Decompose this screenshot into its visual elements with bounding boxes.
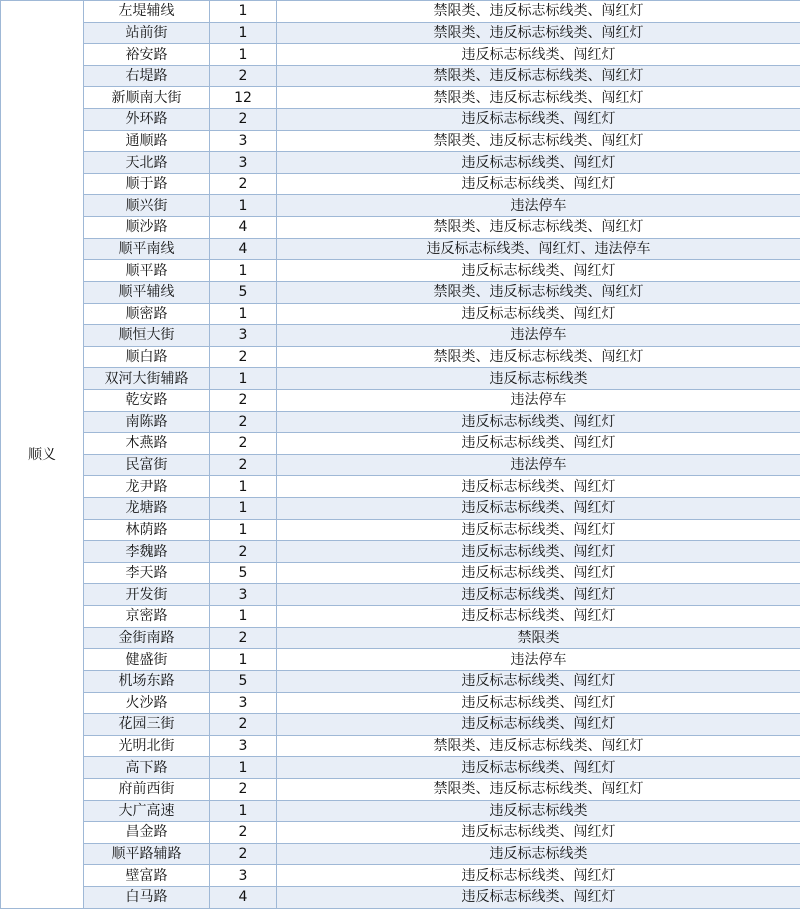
violation-type-cell: 违反标志标线类	[277, 843, 800, 865]
table-row	[1, 476, 800, 498]
road-name-cell: 通顺路	[84, 130, 210, 152]
table-row	[1, 195, 800, 217]
count-cell: 4	[210, 238, 277, 260]
violation-type-cell: 违反标志标线类、闯红灯	[277, 670, 800, 692]
count-cell: 1	[210, 649, 277, 671]
table-row	[1, 627, 800, 649]
road-name-cell: 金街南路	[84, 627, 210, 649]
road-name-cell: 龙尹路	[84, 476, 210, 498]
count-cell: 1	[210, 22, 277, 44]
road-name-cell: 李魏路	[84, 541, 210, 563]
violation-type-cell: 违反标志标线类、闯红灯	[277, 109, 800, 131]
count-cell: 2	[210, 346, 277, 368]
road-name-cell: 花园三街	[84, 714, 210, 736]
table-row	[1, 44, 800, 66]
table-row	[1, 152, 800, 174]
table-row	[1, 865, 800, 887]
table-row	[1, 692, 800, 714]
count-cell: 12	[210, 87, 277, 109]
count-cell: 3	[210, 130, 277, 152]
violation-type-cell: 禁限类、违反标志标线类、闯红灯	[277, 87, 800, 109]
count-cell: 4	[210, 886, 277, 908]
road-name-cell: 龙塘路	[84, 498, 210, 520]
count-cell: 1	[210, 260, 277, 282]
violation-type-cell: 违反标志标线类、闯红灯	[277, 433, 800, 455]
table-row	[1, 325, 800, 347]
count-cell: 3	[210, 735, 277, 757]
road-name-cell: 李天路	[84, 562, 210, 584]
road-name-cell: 光明北街	[84, 735, 210, 757]
road-name-cell: 高下路	[84, 757, 210, 779]
road-name-cell: 裕安路	[84, 44, 210, 66]
road-name-cell: 顺兴街	[84, 195, 210, 217]
count-cell: 2	[210, 778, 277, 800]
violation-type-cell: 违反标志标线类、闯红灯	[277, 757, 800, 779]
table-row	[1, 606, 800, 628]
table-row	[1, 757, 800, 779]
road-name-cell: 白马路	[84, 886, 210, 908]
road-name-cell: 站前街	[84, 22, 210, 44]
count-cell: 2	[210, 714, 277, 736]
road-name-cell: 大广高速	[84, 800, 210, 822]
violation-type-cell: 违反标志标线类、闯红灯	[277, 476, 800, 498]
count-cell: 3	[210, 584, 277, 606]
count-cell: 2	[210, 433, 277, 455]
count-cell: 5	[210, 562, 277, 584]
violation-type-cell: 违反标志标线类、闯红灯	[277, 562, 800, 584]
road-name-cell: 府前西街	[84, 778, 210, 800]
table-row	[1, 714, 800, 736]
road-name-cell: 机场东路	[84, 670, 210, 692]
violation-type-cell: 违反标志标线类、闯红灯	[277, 886, 800, 908]
count-cell: 1	[210, 368, 277, 390]
table-row	[1, 238, 800, 260]
road-name-cell: 乾安路	[84, 389, 210, 411]
count-cell: 2	[210, 541, 277, 563]
violation-type-cell: 违反标志标线类、闯红灯	[277, 260, 800, 282]
road-name-cell: 健盛街	[84, 649, 210, 671]
road-name-cell: 双河大街辅路	[84, 368, 210, 390]
violation-type-cell: 违反标志标线类	[277, 368, 800, 390]
count-cell: 1	[210, 476, 277, 498]
table-row	[1, 87, 800, 109]
count-cell: 2	[210, 822, 277, 844]
count-cell: 1	[210, 1, 277, 23]
road-name-cell: 顺平路辅路	[84, 843, 210, 865]
count-cell: 2	[210, 389, 277, 411]
table-row	[1, 281, 800, 303]
count-cell: 4	[210, 217, 277, 239]
violation-type-cell: 禁限类、违反标志标线类、闯红灯	[277, 22, 800, 44]
count-cell: 1	[210, 519, 277, 541]
violation-type-cell: 违反标志标线类	[277, 800, 800, 822]
road-name-cell: 顺沙路	[84, 217, 210, 239]
table-row	[1, 800, 800, 822]
violation-type-cell: 禁限类、违反标志标线类、闯红灯	[277, 1, 800, 23]
violation-type-cell: 禁限类、违反标志标线类、闯红灯	[277, 735, 800, 757]
violation-type-cell: 禁限类、违反标志标线类、闯红灯	[277, 130, 800, 152]
count-cell: 2	[210, 173, 277, 195]
table-row	[1, 584, 800, 606]
table-row	[1, 649, 800, 671]
violation-type-cell: 违反标志标线类、闯红灯	[277, 822, 800, 844]
violation-type-cell: 违反标志标线类、闯红灯	[277, 152, 800, 174]
table-row	[1, 735, 800, 757]
table-row	[1, 519, 800, 541]
table-row	[1, 822, 800, 844]
violation-type-cell: 违反标志标线类、闯红灯	[277, 541, 800, 563]
table-row	[1, 498, 800, 520]
road-name-cell: 顺于路	[84, 173, 210, 195]
table-row	[1, 389, 800, 411]
table-row	[1, 778, 800, 800]
violation-type-cell: 禁限类、违反标志标线类、闯红灯	[277, 217, 800, 239]
violation-type-cell: 违反标志标线类、闯红灯	[277, 714, 800, 736]
count-cell: 1	[210, 44, 277, 66]
road-name-cell: 南陈路	[84, 411, 210, 433]
violation-type-cell: 违反标志标线类、闯红灯	[277, 44, 800, 66]
violation-type-cell: 违反标志标线类、闯红灯	[277, 173, 800, 195]
violation-type-cell: 禁限类	[277, 627, 800, 649]
road-name-cell: 林荫路	[84, 519, 210, 541]
violation-type-cell: 违反标志标线类、闯红灯	[277, 692, 800, 714]
count-cell: 5	[210, 281, 277, 303]
table-row	[1, 217, 800, 239]
table-row	[1, 109, 800, 131]
count-cell: 1	[210, 498, 277, 520]
road-name-cell: 顺恒大街	[84, 325, 210, 347]
table-row	[1, 173, 800, 195]
table-row	[1, 843, 800, 865]
road-name-cell: 天北路	[84, 152, 210, 174]
violation-type-cell: 违反标志标线类、闯红灯	[277, 303, 800, 325]
road-name-cell: 顺白路	[84, 346, 210, 368]
table-body	[1, 1, 800, 909]
road-name-cell: 顺平辅线	[84, 281, 210, 303]
count-cell: 5	[210, 670, 277, 692]
table-row	[1, 433, 800, 455]
road-name-cell: 左堤辅线	[84, 1, 210, 23]
table-row	[1, 130, 800, 152]
violation-type-cell: 违法停车	[277, 649, 800, 671]
road-name-cell: 民富街	[84, 454, 210, 476]
road-name-cell: 顺密路	[84, 303, 210, 325]
violation-type-cell: 禁限类、违反标志标线类、闯红灯	[277, 346, 800, 368]
table-row	[1, 454, 800, 476]
count-cell: 1	[210, 195, 277, 217]
violation-type-cell: 违反标志标线类、闯红灯	[277, 498, 800, 520]
violation-type-cell: 违反标志标线类、闯红灯	[277, 865, 800, 887]
table-row	[1, 562, 800, 584]
violation-type-cell: 违法停车	[277, 195, 800, 217]
road-name-cell: 外环路	[84, 109, 210, 131]
count-cell: 3	[210, 692, 277, 714]
district-cell: 顺义	[1, 1, 84, 909]
violation-type-cell: 禁限类、违反标志标线类、闯红灯	[277, 281, 800, 303]
violation-type-cell: 违反标志标线类、闯红灯	[277, 584, 800, 606]
road-name-cell: 右堤路	[84, 65, 210, 87]
road-name-cell: 开发街	[84, 584, 210, 606]
violation-type-cell: 违反标志标线类、闯红灯	[277, 606, 800, 628]
violation-type-cell: 违反标志标线类、闯红灯	[277, 411, 800, 433]
table-row	[1, 411, 800, 433]
violation-type-cell: 违法停车	[277, 454, 800, 476]
count-cell: 1	[210, 303, 277, 325]
table-row	[1, 303, 800, 325]
table-row	[1, 368, 800, 390]
road-name-cell: 京密路	[84, 606, 210, 628]
road-name-cell: 顺平路	[84, 260, 210, 282]
table-row	[1, 65, 800, 87]
count-cell: 2	[210, 411, 277, 433]
table-row	[1, 346, 800, 368]
table-row	[1, 670, 800, 692]
road-name-cell: 木燕路	[84, 433, 210, 455]
table-row	[1, 886, 800, 908]
road-name-cell: 昌金路	[84, 822, 210, 844]
violation-type-cell: 违法停车	[277, 325, 800, 347]
table-row	[1, 22, 800, 44]
count-cell: 2	[210, 454, 277, 476]
road-name-cell: 火沙路	[84, 692, 210, 714]
table-row	[1, 541, 800, 563]
violation-type-cell: 违反标志标线类、闯红灯、违法停车	[277, 238, 800, 260]
count-cell: 1	[210, 757, 277, 779]
count-cell: 1	[210, 800, 277, 822]
violation-type-cell: 违反标志标线类、闯红灯	[277, 519, 800, 541]
count-cell: 3	[210, 325, 277, 347]
road-name-cell: 新顺南大街	[84, 87, 210, 109]
table-row	[1, 260, 800, 282]
violation-type-cell: 禁限类、违反标志标线类、闯红灯	[277, 778, 800, 800]
count-cell: 3	[210, 152, 277, 174]
road-name-cell: 壁富路	[84, 865, 210, 887]
count-cell: 2	[210, 627, 277, 649]
count-cell: 3	[210, 865, 277, 887]
violation-type-cell: 禁限类、违反标志标线类、闯红灯	[277, 65, 800, 87]
violation-type-cell: 违法停车	[277, 389, 800, 411]
count-cell: 2	[210, 109, 277, 131]
count-cell: 2	[210, 65, 277, 87]
count-cell: 2	[210, 843, 277, 865]
table-row	[1, 1, 800, 23]
count-cell: 1	[210, 606, 277, 628]
road-name-cell: 顺平南线	[84, 238, 210, 260]
